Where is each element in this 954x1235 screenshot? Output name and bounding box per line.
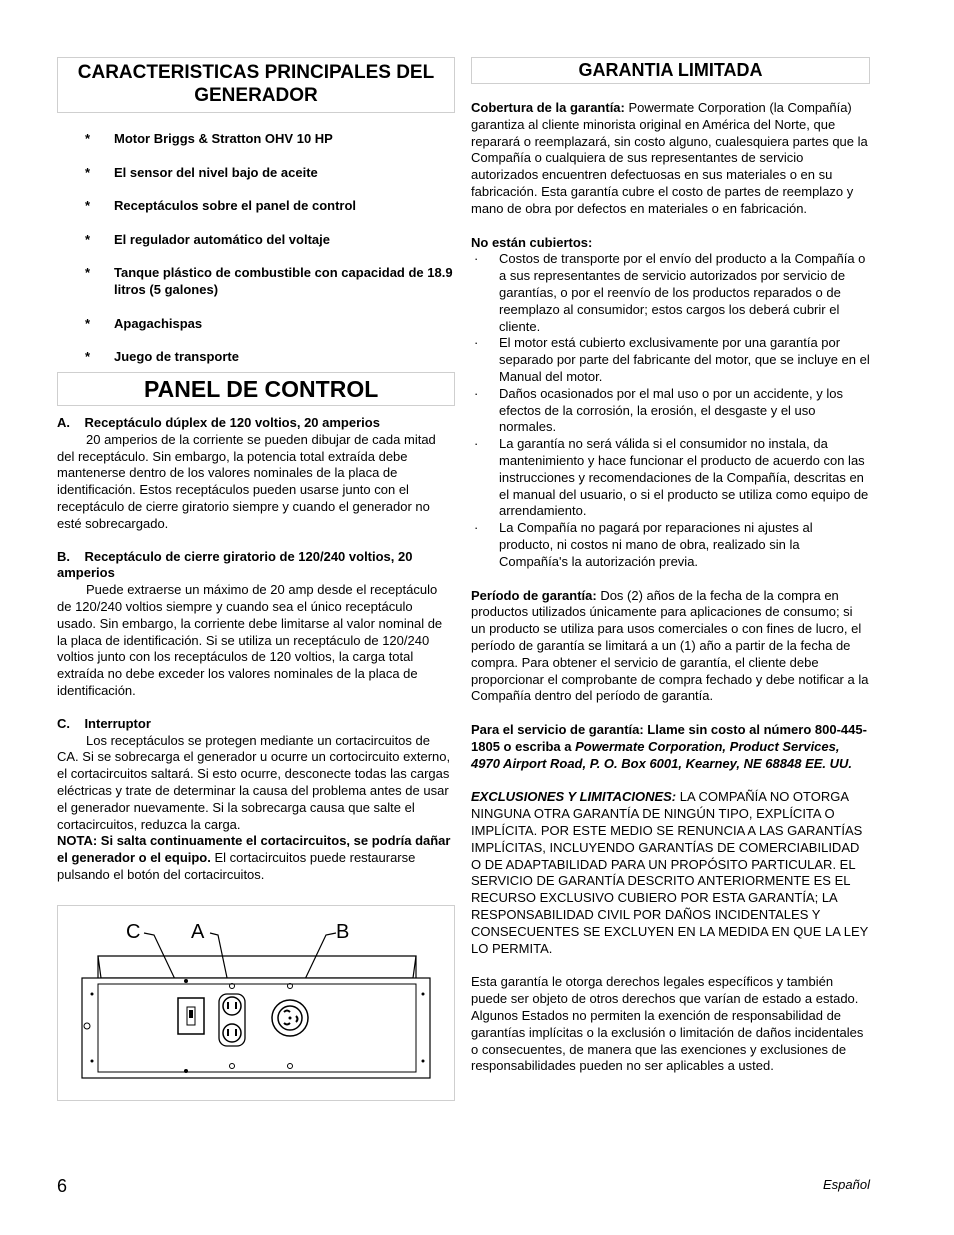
feature-item: * Apagachispas	[85, 315, 203, 331]
coverage-paragraph: Cobertura de la garantía: Powermate Corporation (la Compañía) garantiza al cliente minorista original en América del Norte, que reparará o reemplazará, sin costo alguno, cualesquiera partes que la Compañía o cualquiera de sus representantes de servicio autorizados encuentren defectuosas en sus materiales o en su fabricación. Esta garantía cubre el costo de partes de reemplazo y mano de obra por defectos en materiales o en fabricación.	[471, 100, 868, 216]
feature-item: * El sensor del nivel bajo de aceite	[85, 164, 318, 180]
label-b: B	[336, 921, 350, 943]
not-covered-item: · Costos de transporte por el envío del producto a la Compañía o a sus representantes de servicio autorizados por servicio de garantías, o por el reenvío de los productos reparados o de reemplazo al consumidor; estos cargos los deberá cubrir el cliente.	[474, 251, 866, 334]
feature-item: * Receptáculos sobre el panel de control	[85, 198, 357, 213]
section-c-body: Los receptáculos se protegen mediante un cortacircuitos de CA. Si se sobrecarga el generador u ocurre un cortocircuito externo, el cortacircuitos saltará. Si esto ocurre, desconecte todas las cargas eléctricas y trate de determinar la causa del problema antes de usar el generador nuevamente. Si la sobrecarga causa que salte el cortacircuitos, reduzca la carga. NOTA: Si salta continuamente el cortacircuitos, se podría dañar el generador o el equipo. El cortacircuitos puede restaurarse pulsando el botón del cortacircuitos.	[57, 732, 451, 882]
feature-item: * Tanque plástico de combustible con capacidad de 18.9 litros (5 galones)	[85, 265, 453, 297]
not-covered-item: · La garantía no será válida si el consumidor no instala, da mantenimiento y hace funcionar el producto de acuerdo con las instrucciones y recomendaciones de la Compañía, descritas en el manual del usuario, o si el producto se utiliza como equipo de arrendamiento.	[474, 436, 869, 519]
service-paragraph: Para el servicio de garantía: Llame sin costo al número 800-445-1805 o escriba a Powermate Corporation, Product Services, 4970 Airport Road, P. O. Box 6001, Kearney, NE 68848 EE. UU.	[471, 722, 867, 771]
section-b-body: Puede extraerse un máximo de 20 amp desde el receptáculo de 120/240 voltios siempre y cuando sea el único receptáculo usado. Sin embargo, la corriente debe limitarse al valor nominal de la placa de identificación. Si se utiliza un receptáculo de 120/240 voltios junto con los receptáculos de 120 voltios, la carga total extraída no debe exceder los valores nominales de la placa de identificación.	[57, 582, 443, 698]
exclusions-label: EXCLUSIONES Y LIMITACIONES:	[471, 789, 677, 805]
section-a-body: 20 amperios de la corriente se pueden dibujar de cada mitad del receptáculo. Sin embargo, la potencia total extraída debe mantenerse dentro de los valores nominales de la placa de identificación. Estos receptáculos pueden usarse junto con el receptáculo de cierre giratorio siempre y cuando el generador no esté sobrecargado.	[57, 431, 436, 531]
feature-item: * Juego de transporte	[85, 349, 239, 364]
label-a: A	[191, 921, 205, 943]
control-panel-diagram	[58, 906, 454, 1100]
feature-item: * Motor Briggs & Stratton OHV 10 HP	[85, 131, 333, 146]
final-paragraph: Esta garantía le otorga derechos legales específicos y también puede ser objeto de otros derechos que varían de estado a estado. Algunos Estados no permiten la exención de responsabilidad de garantías implícitas o la exclusión o limitación de daños incidentales o consecuentes, de manera que las exenciones y exclusiones de responsabilidades pueden no ser aplicables a usted.	[471, 974, 864, 1074]
panel-plate	[82, 978, 430, 1078]
section-c	[57, 716, 455, 884]
left-column	[57, 57, 455, 884]
not-covered-item: · La Compañía no pagará por reparaciones ni ajustes al producto, ni costos ni mano de obra, realizado sin la Compañía's la autorización previa.	[474, 520, 813, 569]
control-panel-figure	[57, 905, 455, 1101]
section-b	[57, 549, 455, 700]
right-column	[471, 57, 870, 1075]
panel-heading: PANEL DE CONTROL	[57, 372, 455, 406]
not-covered-list	[471, 251, 870, 570]
period-paragraph: Período de garantía: Dos (2) años de la fecha de la compra en productos utilizados únicamente para aplicaciones de consumo; si un producto se utiliza para usos comerciales o con fines de lucro, el período de garantía se limitará a un (1) año a partir de la fecha de compra. Para obtener el servicio de garantía, el cliente debe proporcionar el comprobante de compra fechado y debe notificar a la Compañía dentro del período de garantía.	[471, 587, 869, 704]
not-covered-item: · Daños ocasionados por el mal uso o por un accidente, y los efectos de la corrosión, la erosión, el desgaste y el uso normales.	[474, 385, 843, 435]
features-heading: CARACTERISTICAS PRINCIPALES DEL GENERADOR	[57, 57, 455, 113]
service-address: Powermate Corporation, Product Services, 4970 Airport Road, P. O. Box 6001, Kearney, NE 68848 EE. UU.	[471, 738, 853, 771]
section-c-note: NOTA: Si salta continuamente el cortacircuitos, se podría dañar el generador o el equipo.	[57, 833, 451, 866]
page-number: 6	[57, 1176, 68, 1196]
features-list	[57, 130, 455, 365]
section-a-title: A. Receptáculo dúplex de 120 voltios, 20 amperios	[57, 415, 380, 430]
label-c: C	[126, 921, 141, 943]
section-a	[57, 415, 455, 533]
footer-language: Español	[823, 1177, 870, 1192]
coverage-label: Cobertura de la garantía:	[471, 100, 625, 115]
exclusions-paragraph: EXCLUSIONES Y LIMITACIONES: LA COMPAÑÍA NO OTORGA NINGUNA OTRA GARANTÍA DE NINGÚN TIPO, EXPLÍCITA O IMPLÍCITA. POR ESTE MEDIO SE RENUNCIA A LAS GARANTÍAS IMPLÍCITAS, INCLUYENDO GARANTÍAS DE COMERCIABILIDAD O DE ADAPTABILIDAD PARA UN PROPÓSITO PARTICULAR. EL SERVICIO DE GARANTÍA DESCRITO ANTERIORMENTE ES EL RECURSO EXCLUSIVO CUBIERO POR ESTA GARANTÍA; LA RESPONSABILIDAD CIVIL POR DAÑOS INCIDENTALES Y CONSECUENTES SE EXCLUYEN EN LA MEDIDA EN QUE LA LEY LO PERMITA.	[471, 789, 869, 956]
feature-item: * El regulador automático del voltaje	[85, 231, 330, 247]
not-covered-item: · El motor está cubierto exclusivamente por una garantía por separado por parte del fabricante del motor, que se incluye en el Manual del motor.	[474, 335, 870, 384]
section-c-title: C. Interruptor	[57, 715, 151, 731]
not-covered-label: No están cubiertos:	[471, 234, 593, 250]
warranty-heading: GARANTIA LIMITADA	[471, 57, 870, 84]
period-label: Período de garantía:	[471, 587, 597, 603]
section-b-title: B. Receptáculo de cierre giratorio de 120/240 voltios, 20 amperios	[57, 548, 413, 581]
